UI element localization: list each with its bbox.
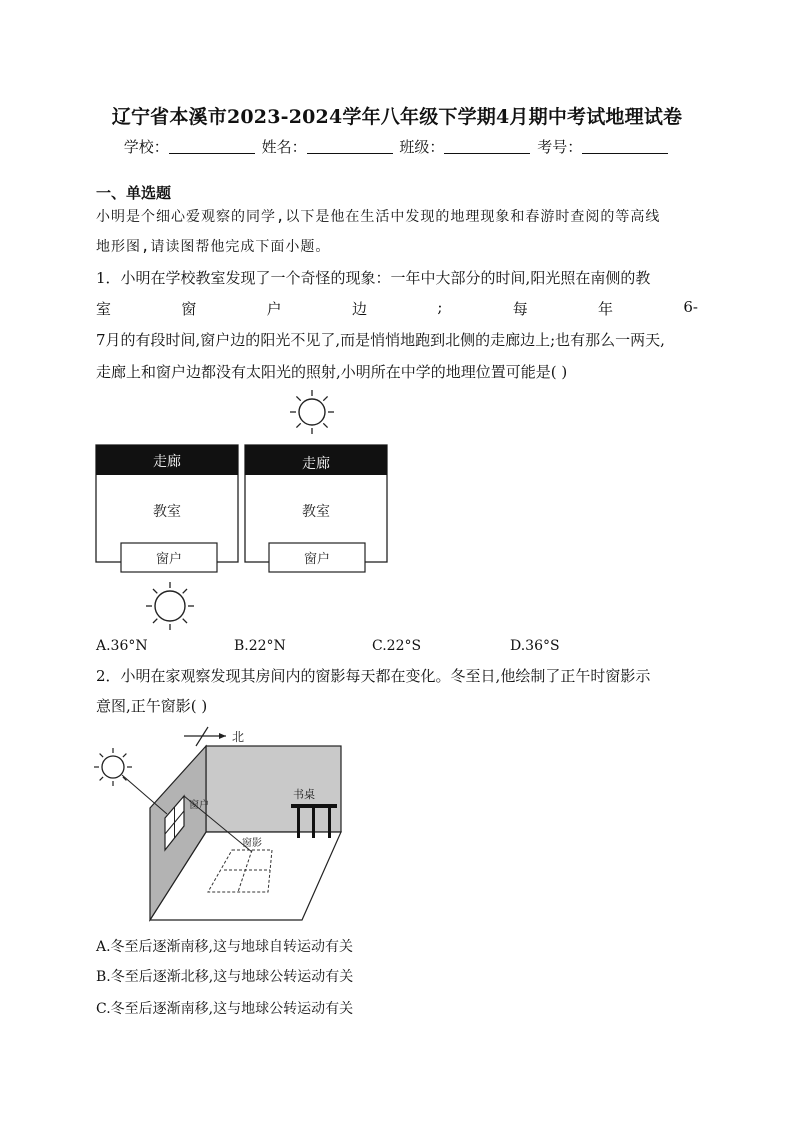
school-blank (169, 139, 255, 154)
back-wall (206, 746, 341, 832)
q1-word: 每 (512, 300, 528, 318)
class-blank (444, 139, 530, 154)
school-label: 学校： (123, 138, 169, 156)
sun-icon (94, 748, 132, 786)
q2-line-2: 意图,正午窗影( ) (96, 697, 208, 715)
q1-line-2 (96, 298, 698, 319)
classroom-right (245, 445, 387, 572)
q1-word: 边 (351, 300, 367, 318)
q1-word: 室 (96, 300, 112, 318)
intro-line-2: 地形图,请读图帮他完成下面小题。 (96, 239, 331, 255)
q2-option-c: C.冬至后逐渐南移,这与地球公转运动有关 (96, 1001, 354, 1017)
q1-option-b: B.22°N (234, 638, 286, 654)
q1-word: 6- (683, 298, 698, 316)
q1-option-a: A.36°N (96, 638, 148, 654)
intro-line-1: 小明是个细心爱观察的同学,以下是他在生活中发现的地理现象和春游时查阅的等高线 (96, 209, 661, 225)
desk-label: 书桌 (293, 788, 315, 801)
q1-option-d: D.36°S (510, 638, 560, 654)
q1-word: 年 (598, 300, 614, 318)
classroom-label: 教室 (153, 504, 181, 520)
classroom-left (96, 445, 238, 572)
q1-line-4: 走廊上和窗户边都没有太阳光的照射,小明所在中学的地理位置可能是( ) (96, 363, 568, 381)
corridor-label: 走廊 (153, 454, 181, 470)
q1-word: 户 (266, 300, 282, 318)
q2-room-figure (92, 724, 367, 929)
student-info-row (0, 136, 794, 157)
sun-ray (122, 775, 167, 814)
q1-word: 窗 (181, 300, 197, 318)
exam-title: 辽宁省本溪市2023-2024学年八年级下学期4月期中考试地理试卷 (111, 106, 683, 128)
q1-line-3: 7月的有段时间,窗户边的阳光不见了,而是悄悄地跑到北侧的走廊边上;也有那么一两天, (96, 331, 665, 349)
window-label: 窗户 (303, 552, 331, 567)
q1-option-c: C.22°S (372, 638, 422, 654)
class-label: 班级： (399, 138, 445, 156)
q2-option-b: B.冬至后逐渐北移,这与地球公转运动有关 (96, 969, 354, 985)
north-label: 北 (232, 730, 245, 744)
q1-classroom-figure (90, 388, 390, 633)
number-blank (582, 139, 668, 154)
corridor-label: 走廊 (302, 456, 330, 472)
classroom-label: 教室 (302, 504, 330, 520)
q2-option-a: A.冬至后逐渐南移,这与地球自转运动有关 (96, 939, 354, 955)
name-blank (307, 139, 393, 154)
name-label: 姓名： (261, 138, 307, 156)
window-label: 窗户 (189, 800, 209, 811)
shadow-label: 窗影 (242, 838, 262, 849)
window-label: 窗户 (155, 552, 183, 567)
q1-line-1: 1．小明在学校教室发现了一个奇怪的现象：一年中大部分的时间,阳光照在南侧的教 (96, 269, 651, 287)
section-title: 一、单选题 (96, 184, 172, 202)
number-label: 考号： (537, 138, 583, 156)
north-arrow (184, 727, 244, 746)
q1-word: ; (437, 298, 443, 316)
q2-line-1: 2．小明在家观察发现其房间内的窗影每天都在变化。冬至日,他绘制了正午时窗影示 (96, 667, 651, 685)
sun-icon (290, 390, 334, 434)
sun-icon (146, 582, 194, 630)
